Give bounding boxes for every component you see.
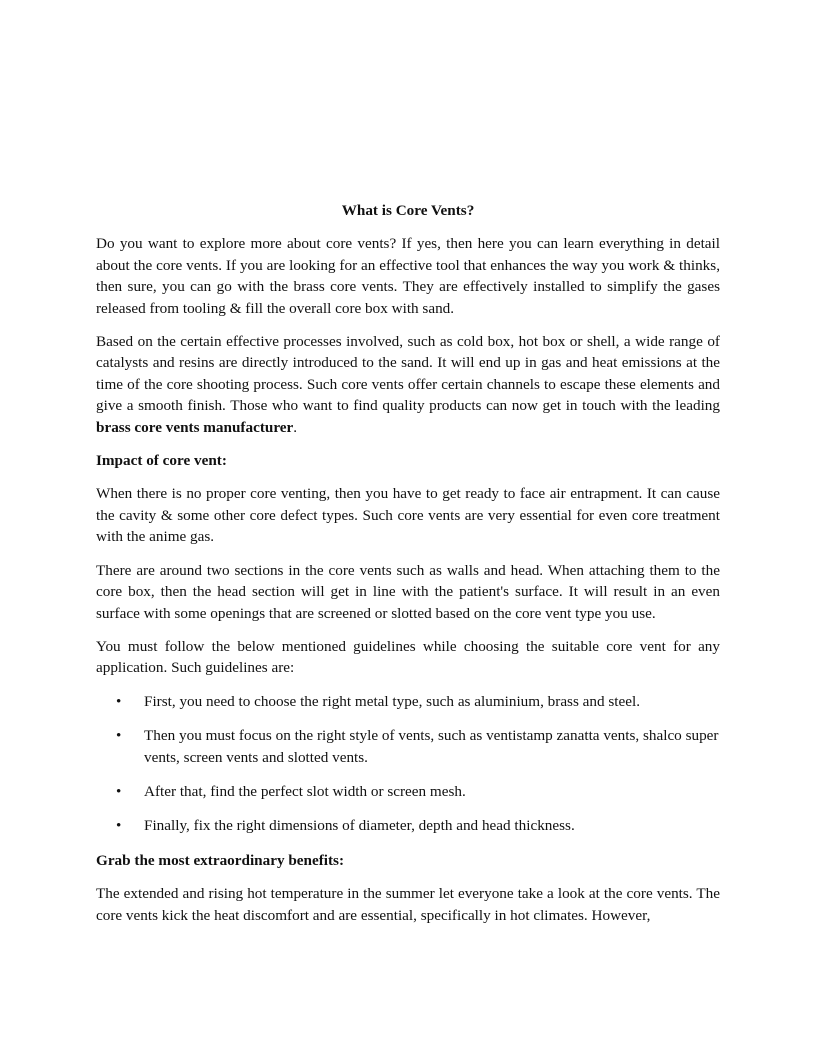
list-item bbox=[96, 815, 720, 836]
benefits-paragraph-1: The extended and rising hot temperature in the summer let everyone take a look at the core vents. The core vents kick the heat discomfort and are essential, specifically in hot climates. However, bbox=[96, 885, 720, 924]
bullet-icon: • bbox=[116, 692, 122, 710]
manufacturer-emphasis: brass core vents manufacturer bbox=[96, 418, 294, 436]
list-item-text: After that, find the perfect slot width or screen mesh. bbox=[144, 782, 466, 800]
list-item bbox=[96, 691, 720, 712]
page-title: What is Core Vents? bbox=[341, 202, 475, 219]
list-item bbox=[96, 725, 720, 768]
list-item-text: Finally, fix the right dimensions of diameter, depth and head thickness. bbox=[144, 817, 575, 835]
intro-paragraph-2-end: . bbox=[293, 418, 298, 436]
list-item-text: First, you need to choose the right metal type, such as aluminium, brass and steel. bbox=[144, 692, 641, 710]
impact-paragraph-2: There are around two sections in the core vents such as walls and head. When attaching them to the core box, then the head section will get in line with the patient's surface. It will result in an even surface with some openings that are screened or slotted based on the core vent type you use. bbox=[96, 561, 720, 622]
impact-paragraph-1: When there is no proper core venting, then you have to get ready to face air entrapment. It can cause the cavity & some other core defect types. Such core vents are very essential for even core treatment with the anime gas. bbox=[96, 485, 720, 546]
list-item-text: Then you must focus on the right style of vents, such as ventistamp zanatta vents, shalco super vents, screen vents and slotted vents. bbox=[144, 727, 719, 766]
impact-paragraph-3: You must follow the below mentioned guidelines while choosing the suitable core vent for any application. Such guidelines are: bbox=[96, 637, 720, 677]
bullet-icon: • bbox=[116, 782, 122, 800]
list-item bbox=[96, 781, 720, 802]
benefits-heading: Grab the most extraordinary benefits: bbox=[96, 851, 345, 869]
document-page bbox=[96, 196, 720, 938]
impact-heading: Impact of core vent: bbox=[96, 452, 227, 470]
guidelines-list bbox=[96, 691, 720, 837]
intro-paragraph-1: Do you want to explore more about core vents? If yes, then here you can learn everything in detail about the core vents. If you are looking for an effective tool that enhances the way you work & thinks, then sure, you can go with the brass core vents. They are effectively installed to simplify the gases released from tooling & fill the overall core box with sand. bbox=[96, 235, 720, 317]
intro-paragraph-2 bbox=[96, 331, 720, 438]
bullet-icon: • bbox=[116, 817, 122, 835]
intro-paragraph-2-text: Based on the certain effective processes involved, such as cold box, hot box or shell, a wide range of catalysts and resins are directly introduced to the sand. It will end up in gas and heat emissions at the time of the core shooting process. Such core vents offer certain channels to escape these elements and give a smooth finish. Those who want to find quality products can now get in touch with the leading bbox=[96, 333, 720, 415]
bullet-icon: • bbox=[116, 727, 122, 745]
